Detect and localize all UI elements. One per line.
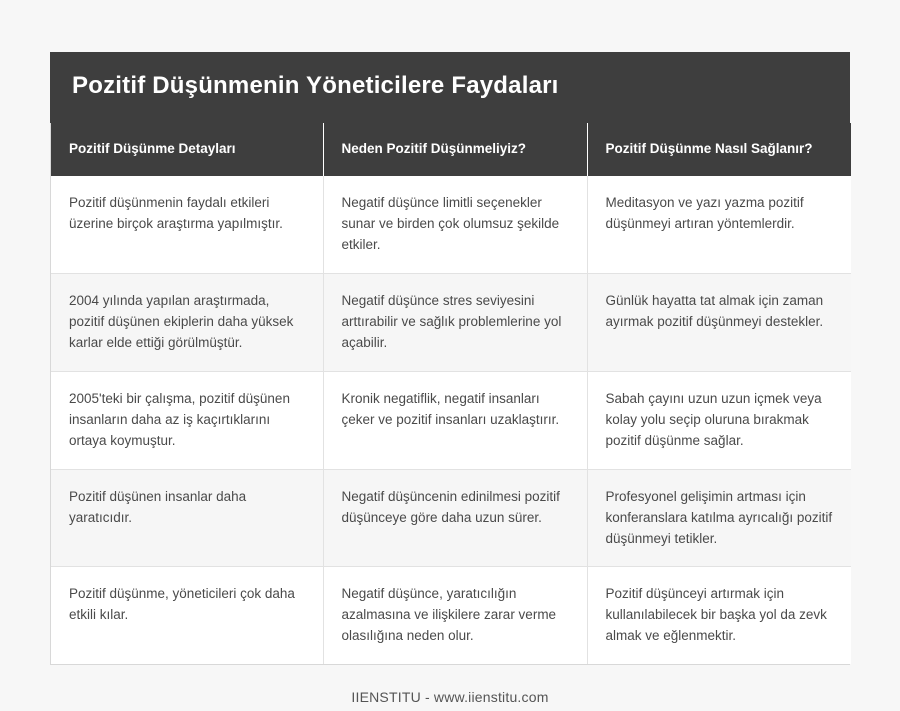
table-body bbox=[51, 176, 851, 664]
title-bar bbox=[50, 52, 850, 123]
column-header-why: Neden Pozitif Düşünmeliyiz? bbox=[323, 123, 587, 177]
column-header-details: Pozitif Düşünme Detayları bbox=[51, 123, 323, 177]
table-head bbox=[51, 123, 851, 177]
table-cell: Pozitif düşünmenin faydalı etkileri üzerine birçok araştırma yapılmıştır. bbox=[51, 176, 323, 273]
table-row bbox=[51, 176, 851, 273]
page-title: Pozitif Düşünmenin Yöneticilere Faydaları bbox=[72, 72, 559, 99]
benefits-table-wrapper bbox=[50, 123, 850, 665]
table-cell: Negatif düşünce limitli seçenekler sunar ve birden çok olumsuz şekilde etkiler. bbox=[323, 176, 587, 273]
table-row bbox=[51, 371, 851, 469]
table-row bbox=[51, 274, 851, 372]
table-cell: 2004 yılında yapılan araştırmada, pozitif düşünen ekiplerin daha yüksek karlar elde ettiği görülmüştür. bbox=[51, 274, 323, 372]
column-header-how: Pozitif Düşünme Nasıl Sağlanır? bbox=[587, 123, 851, 177]
table-header-row bbox=[51, 123, 851, 177]
table-cell: Meditasyon ve yazı yazma pozitif düşünmeyi artıran yöntemlerdir. bbox=[587, 176, 851, 273]
table-cell: Negatif düşüncenin edinilmesi pozitif düşünceye göre daha uzun sürer. bbox=[323, 469, 587, 567]
table-cell: Pozitif düşünceyi artırmak için kullanılabilecek bir başka yol da zevk almak ve eğlenmektir. bbox=[587, 567, 851, 664]
footer-attribution: IIENSTITU - www.iienstitu.com bbox=[351, 689, 549, 706]
table-cell: Negatif düşünce stres seviyesini arttırabilir ve sağlık problemlerine yol açabilir. bbox=[323, 274, 587, 372]
table-row bbox=[51, 567, 851, 664]
table-row bbox=[51, 469, 851, 567]
benefits-table bbox=[51, 123, 851, 664]
table-cell: 2005'teki bir çalışma, pozitif düşünen insanların daha az iş kaçırtıklarını ortaya koymuştur. bbox=[51, 371, 323, 469]
table-cell: Negatif düşünce, yaratıcılığın azalmasına ve ilişkilere zarar verme olasılığına neden olur. bbox=[323, 567, 587, 664]
table-cell: Günlük hayatta tat almak için zaman ayırmak pozitif düşünmeyi destekler. bbox=[587, 274, 851, 372]
table-cell: Profesyonel gelişimin artması için konferanslara katılma ayrıcalığı pozitif düşünmeyi tetikler. bbox=[587, 469, 851, 567]
table-cell: Kronik negatiflik, negatif insanları çeker ve pozitif insanları uzaklaştırır. bbox=[323, 371, 587, 469]
table-cell: Pozitif düşünme, yöneticileri çok daha etkili kılar. bbox=[51, 567, 323, 664]
table-cell: Pozitif düşünen insanlar daha yaratıcıdır. bbox=[51, 469, 323, 567]
table-cell: Sabah çayını uzun uzun içmek veya kolay yolu seçip oluruna bırakmak pozitif düşünme sağlar. bbox=[587, 371, 851, 469]
